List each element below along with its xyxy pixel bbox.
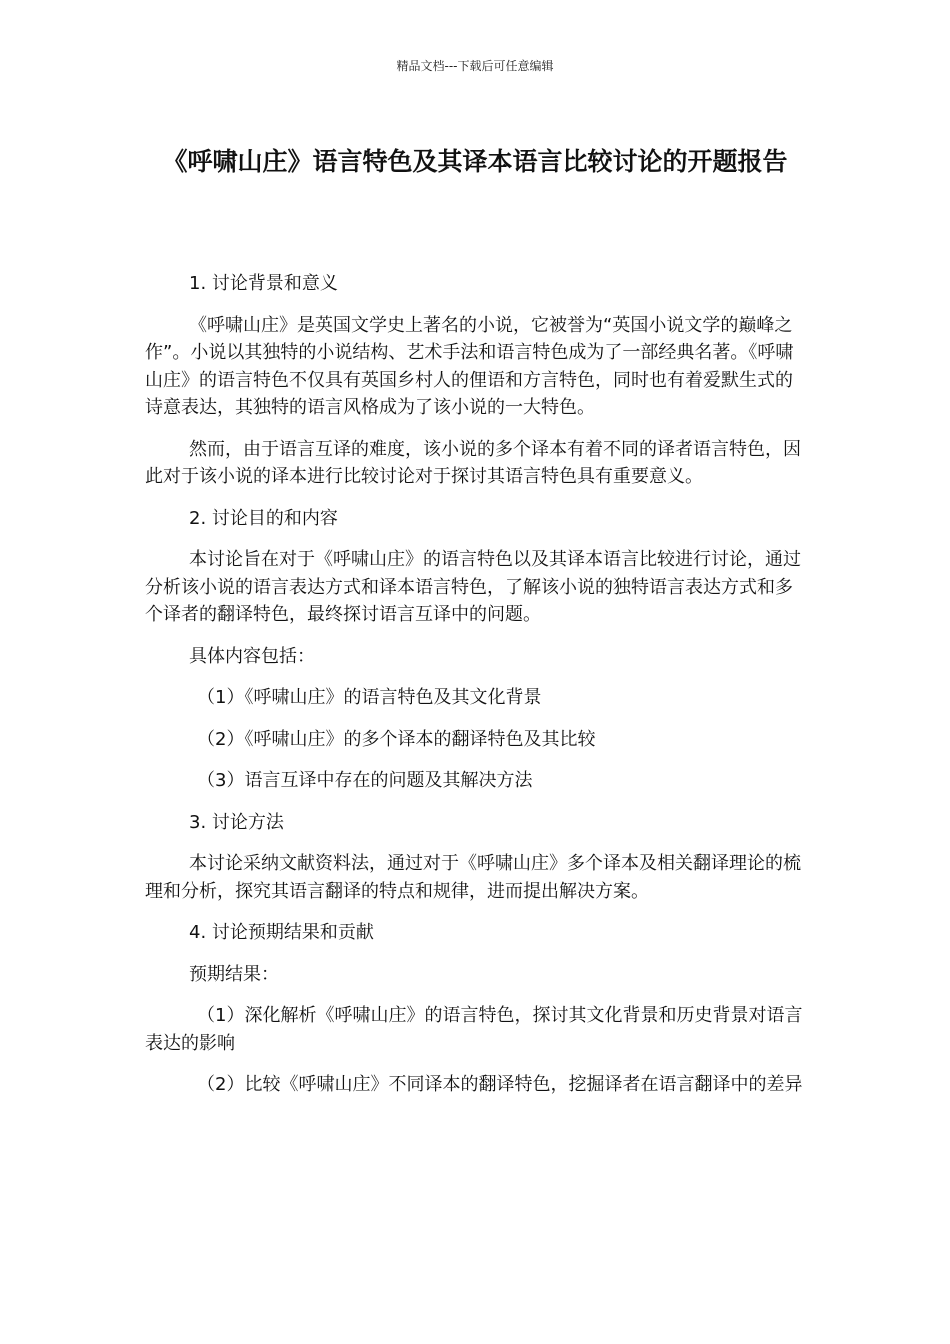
- list-item-result-2: （2）比较《呼啸山庄》不同译本的翻译特色，挖掘译者在语言翻译中的差异: [197, 1074, 803, 1095]
- list-item-content-1: （1）《呼啸山庄》的语言特色及其文化背景: [197, 687, 542, 708]
- section-heading-background: 1. 讨论背景和意义: [189, 273, 338, 294]
- section-heading-purpose: 2. 讨论目的和内容: [189, 507, 338, 529]
- list-item-content-2: （2）《呼啸山庄》的多个译本的翻译特色及其比较: [197, 728, 596, 750]
- section-heading-method: 3. 讨论方法: [189, 811, 284, 833]
- page-header: 精品文档---下载后可任意编辑: [396, 59, 554, 73]
- paragraph-results-intro: 预期结果：: [189, 963, 279, 985]
- paragraph-background-2: 然而，由于语言互译的难度，该小说的多个译本有着不同的译者语言特色，因此对于该小说的译本进行比较讨论对于探讨其语言特色具有重要意义。: [145, 438, 801, 487]
- paragraph-method: 本讨论采纳文献资料法，通过对于《呼啸山庄》多个译本及相关翻译理论的梳理和分析，探究其语言翻译的特点和规律，进而提出解决方案。: [145, 853, 801, 902]
- paragraph-purpose: 本讨论旨在对于《呼啸山庄》的语言特色以及其译本语言比较进行讨论，通过分析该小说的语言表达方式和译本语言特色，了解该小说的独特语言表达方式和多个译者的翻译特色，最终探讨语言互译中的问题。: [145, 549, 801, 625]
- paragraph-content-intro: 具体内容包括：: [189, 645, 315, 667]
- paragraph-background-1: 《呼啸山庄》是英国文学史上著名的小说，它被誉为“英国小说文学的巅峰之作”。小说以其独特的小说结构、艺术手法和语言特色成为了一部经典名著。《呼啸山庄》的语言特色不仅具有英国乡村人的俚语和方言特色，同时也有着爱默生式的诗意表达，其独特的语言风格成为了该小说的一大特色。: [145, 314, 794, 418]
- document-body: [145, 270, 805, 1113]
- document-title: 《呼啸山庄》语言特色及其译本语言比较讨论的开题报告: [162, 147, 788, 176]
- list-item-content-3: （3）语言互译中存在的问题及其解决方法: [197, 770, 533, 791]
- list-item-result-1: （1）深化解析《呼啸山庄》的语言特色，探讨其文化背景和历史背景对语言表达的影响: [145, 1005, 803, 1054]
- section-heading-results: 4. 讨论预期结果和贡献: [189, 922, 374, 943]
